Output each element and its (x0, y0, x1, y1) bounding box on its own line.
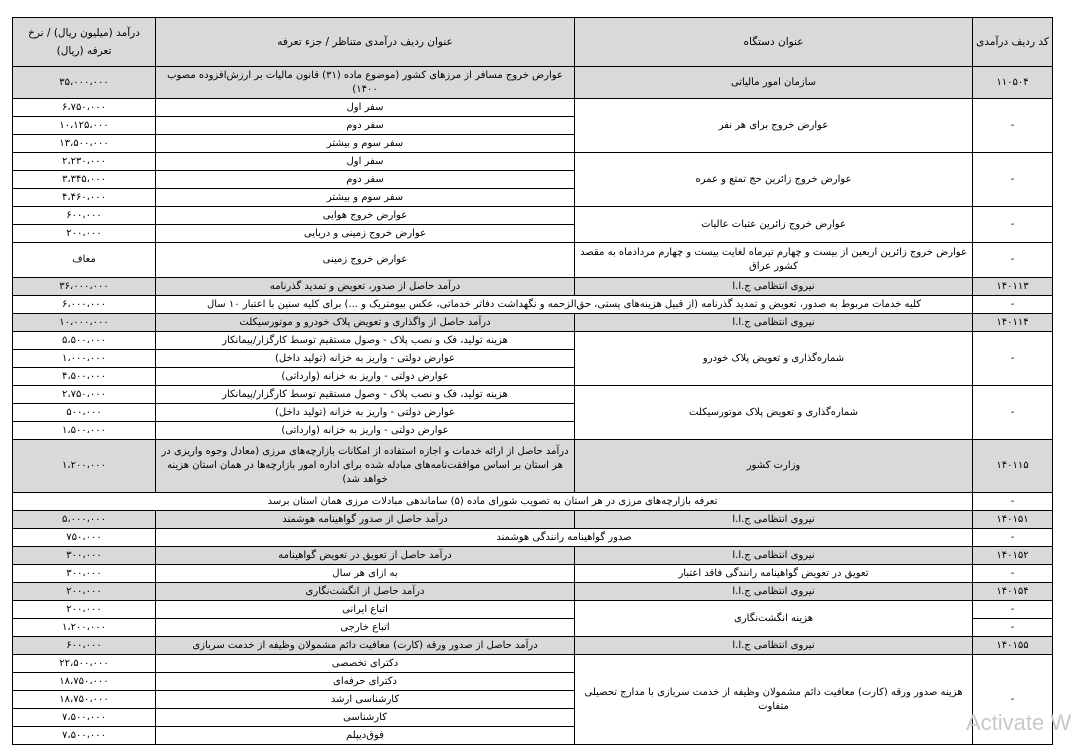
code-cell: ۱۴۰۱۵۵ (973, 637, 1053, 655)
description-cell: تعرفه بازارچه‌های مرزی در هر استان به تصویب شورای ماده (۵) ساماندهی مبادلات مرزی همان استان برسد (13, 493, 973, 511)
amount-cell: ۶۰۰،۰۰۰ (13, 207, 156, 225)
table-row (13, 601, 1053, 619)
title-cell: درآمد حاصل از صدور ورقه (کارت) معافیت دائم مشمولان وظیفه از خدمت سربازی (156, 637, 575, 655)
title-cell: به ازای هر سال (156, 565, 575, 583)
device-cell: سازمان امور مالیاتی (575, 67, 973, 99)
table-row (13, 529, 1053, 547)
title-cell: عوارض خروج مسافر از مرزهای کشور (موضوع ماده (۳۱) قانون مالیات بر ارزش‌افزوده مصوب ۱۴۰۰) (156, 67, 575, 99)
title-cell: عوارض دولتی - واریز به خزانه (وارداتی) (156, 422, 575, 440)
code-cell: ۱۴۰۱۱۴ (973, 314, 1053, 332)
amount-cell: ۱۳،۵۰۰،۰۰۰ (13, 135, 156, 153)
amount-cell: ۷،۵۰۰،۰۰۰ (13, 727, 156, 745)
device-cell: نیروی انتظامی ج.ا.ا (575, 637, 973, 655)
amount-cell: ۴،۵۰۰،۰۰۰ (13, 368, 156, 386)
table-row (13, 493, 1053, 511)
code-cell: ۱۴۰۱۵۴ (973, 583, 1053, 601)
amount-cell: ۷،۵۰۰،۰۰۰ (13, 709, 156, 727)
title-cell: سفر سوم و بیشتر (156, 189, 575, 207)
table-row (13, 296, 1053, 314)
amount-cell: ۱۰،۰۰۰،۰۰۰ (13, 314, 156, 332)
code-cell: - (973, 619, 1053, 637)
code-cell: ۱۴۰۱۵۲ (973, 547, 1053, 565)
table-row (13, 278, 1053, 296)
device-cell: نیروی انتظامی ج.ا.ا (575, 511, 973, 529)
title-cell: سفر سوم و بیشتر (156, 135, 575, 153)
table-row (13, 386, 1053, 404)
header-title: عنوان ردیف درآمدی متناظر / جزء تعرفه (156, 18, 575, 67)
title-cell: عوارض خروج هوایی (156, 207, 575, 225)
code-cell: - (973, 601, 1053, 619)
amount-cell: ۷۵۰،۰۰۰ (13, 529, 156, 547)
code-cell: - (973, 243, 1053, 278)
table-row (13, 243, 1053, 278)
table-row (13, 153, 1053, 171)
title-cell: سفر اول (156, 153, 575, 171)
title-cell: کارشناسی (156, 709, 575, 727)
device-cell: نیروی انتظامی ج.ا.ا (575, 547, 973, 565)
title-cell: اتباع خارجی (156, 619, 575, 637)
title-cell: هزینه تولید، فک و نصب پلاک - وصول مستقیم توسط کارگزار/پیمانکار (156, 386, 575, 404)
title-cell: درآمد حاصل از واگذاری و تعویض پلاک خودرو و موتورسیکلت (156, 314, 575, 332)
title-cell: سفر دوم (156, 117, 575, 135)
amount-cell: ۳۰۰،۰۰۰ (13, 547, 156, 565)
title-cell: اتباع ایرانی (156, 601, 575, 619)
activation-watermark: Activate W (966, 710, 1072, 735)
amount-cell: ۶،۰۰۰،۰۰۰ (13, 296, 156, 314)
device-cell: عوارض خروج زائرین عتبات عالیات (575, 207, 973, 243)
code-cell: - (973, 655, 1053, 745)
code-cell: - (973, 493, 1053, 511)
code-cell: - (973, 332, 1053, 386)
device-cell: هزینه انگشت‌نگاری (575, 601, 973, 637)
title-cell: عوارض خروج زمینی (156, 243, 575, 278)
code-cell: ۱۴۰۱۵۱ (973, 511, 1053, 529)
description-cell: صدور گواهینامه رانندگی هوشمند (156, 529, 973, 547)
table-row (13, 332, 1053, 350)
code-cell: - (973, 565, 1053, 583)
code-cell: - (973, 386, 1053, 440)
code-cell: - (973, 153, 1053, 207)
amount-cell: ۱،۰۰۰،۰۰۰ (13, 350, 156, 368)
amount-cell: ۲۰۰،۰۰۰ (13, 583, 156, 601)
amount-cell: ۶۰۰،۰۰۰ (13, 637, 156, 655)
code-cell: - (973, 529, 1053, 547)
amount-cell: ۵۰۰،۰۰۰ (13, 404, 156, 422)
title-cell: دکترای تخصصی (156, 655, 575, 673)
device-cell: عوارض خروج زائرین اربعین از بیست و چهارم تیرماه لغایت بیست و چهارم مردادماه به مقصد کشور عراق (575, 243, 973, 278)
header-amount: درآمد (میلیون ریال) / نرخ تعرفه (ریال) (13, 18, 156, 67)
table-row (13, 67, 1053, 99)
amount-cell: ۲،۲۳۰،۰۰۰ (13, 153, 156, 171)
code-cell: - (973, 296, 1053, 314)
table-row (13, 655, 1053, 673)
code-cell: - (973, 207, 1053, 243)
amount-cell: ۳۰۰،۰۰۰ (13, 565, 156, 583)
table-row (13, 314, 1053, 332)
title-cell: عوارض دولتی - واریز به خزانه (تولید داخل) (156, 350, 575, 368)
table-row (13, 440, 1053, 493)
device-cell: هزینه صدور ورقه (کارت) معافیت دائم مشمولان وظیفه از خدمت سربازی با مدارج تحصیلی متفاوت (575, 655, 973, 745)
device-cell: نیروی انتظامی ج.ا.ا (575, 278, 973, 296)
description-cell: کلیه خدمات مربوط به صدور، تعویض و تمدید گذرنامه (از قبیل هزینه‌های پستی، حق‌الزحمه و نگهداشت دفاتر خدماتی، عکس بیومتریک و ...) برای کلیه سنین با اعتبار ۱۰ سال (156, 296, 973, 314)
tariff-table (12, 17, 1053, 745)
device-cell: عوارض خروج زائرین حج تمتع و عمره (575, 153, 973, 207)
table-row (13, 637, 1053, 655)
device-cell: عوارض خروج برای هر نفر (575, 99, 973, 153)
table-row (13, 99, 1053, 117)
title-cell: سفر اول (156, 99, 575, 117)
header-row (13, 18, 1053, 67)
amount-cell: ۳۵،۰۰۰،۰۰۰ (13, 67, 156, 99)
title-cell: درآمد حاصل از صدور گواهینامه هوشمند (156, 511, 575, 529)
table-row (13, 583, 1053, 601)
title-cell: سفر دوم (156, 171, 575, 189)
code-cell: - (973, 99, 1053, 153)
header-device: عنوان دستگاه (575, 18, 973, 67)
title-cell: هزینه تولید، فک و نصب پلاک - وصول مستقیم توسط کارگزار/پیمانکار (156, 332, 575, 350)
amount-cell: ۱۸،۷۵۰،۰۰۰ (13, 673, 156, 691)
device-cell: نیروی انتظامی ج.ا.ا (575, 314, 973, 332)
title-cell: عوارض دولتی - واریز به خزانه (تولید داخل) (156, 404, 575, 422)
code-cell: ۱۴۰۱۱۵ (973, 440, 1053, 493)
amount-cell: ۱،۵۰۰،۰۰۰ (13, 422, 156, 440)
amount-cell: ۵،۵۰۰،۰۰۰ (13, 332, 156, 350)
table-row (13, 565, 1053, 583)
title-cell: عوارض خروج زمینی و دریایی (156, 225, 575, 243)
title-cell: درآمد حاصل از ارائه خدمات و اجازه استفاده از امکانات بازارچه‌های مرزی (معادل وجوه واریزی در هر استان بر اساس موافقت‌نامه‌های مبادله شده برای اداره امور بازارچه‌ها در همان استان هزینه خواهد شد) (156, 440, 575, 493)
code-cell: ۱۱۰۵۰۴ (973, 67, 1053, 99)
amount-cell: ۳۶،۰۰۰،۰۰۰ (13, 278, 156, 296)
table-row (13, 547, 1053, 565)
amount-cell: ۶،۷۵۰،۰۰۰ (13, 99, 156, 117)
device-cell: شماره‌گذاری و تعویض پلاک موتورسیکلت (575, 386, 973, 440)
title-cell: فوق‌دیپلم (156, 727, 575, 745)
amount-cell: ۲،۷۵۰،۰۰۰ (13, 386, 156, 404)
amount-cell: ۲۰۰،۰۰۰ (13, 225, 156, 243)
table-row (13, 207, 1053, 225)
code-cell: ۱۴۰۱۱۳ (973, 278, 1053, 296)
title-cell: درآمد حاصل از صدور، تعویض و تمدید گذرنامه (156, 278, 575, 296)
amount-cell: معاف (13, 243, 156, 278)
device-cell: تعویق در تعویض گواهینامه رانندگی فاقد اعتبار (575, 565, 973, 583)
title-cell: درآمد حاصل از تعویق در تعویض گواهینامه (156, 547, 575, 565)
table-row (13, 511, 1053, 529)
title-cell: عوارض دولتی - واریز به خزانه (وارداتی) (156, 368, 575, 386)
amount-cell: ۵،۰۰۰،۰۰۰ (13, 511, 156, 529)
amount-cell: ۱،۲۰۰،۰۰۰ (13, 440, 156, 493)
device-cell: نیروی انتظامی ج.ا.ا (575, 583, 973, 601)
header-code: کد ردیف درآمدی (973, 18, 1053, 67)
amount-cell: ۳،۳۴۵،۰۰۰ (13, 171, 156, 189)
device-cell: شماره‌گذاری و تعویض پلاک خودرو (575, 332, 973, 386)
amount-cell: ۱۸،۷۵۰،۰۰۰ (13, 691, 156, 709)
title-cell: درآمد حاصل از انگشت‌نگاری (156, 583, 575, 601)
amount-cell: ۱۰،۱۲۵،۰۰۰ (13, 117, 156, 135)
amount-cell: ۱،۲۰۰،۰۰۰ (13, 619, 156, 637)
amount-cell: ۲۰۰،۰۰۰ (13, 601, 156, 619)
amount-cell: ۲۲،۵۰۰،۰۰۰ (13, 655, 156, 673)
title-cell: کارشناسی ارشد (156, 691, 575, 709)
amount-cell: ۴،۴۶۰،۰۰۰ (13, 189, 156, 207)
title-cell: دکترای حرفه‌ای (156, 673, 575, 691)
device-cell: وزارت کشور (575, 440, 973, 493)
